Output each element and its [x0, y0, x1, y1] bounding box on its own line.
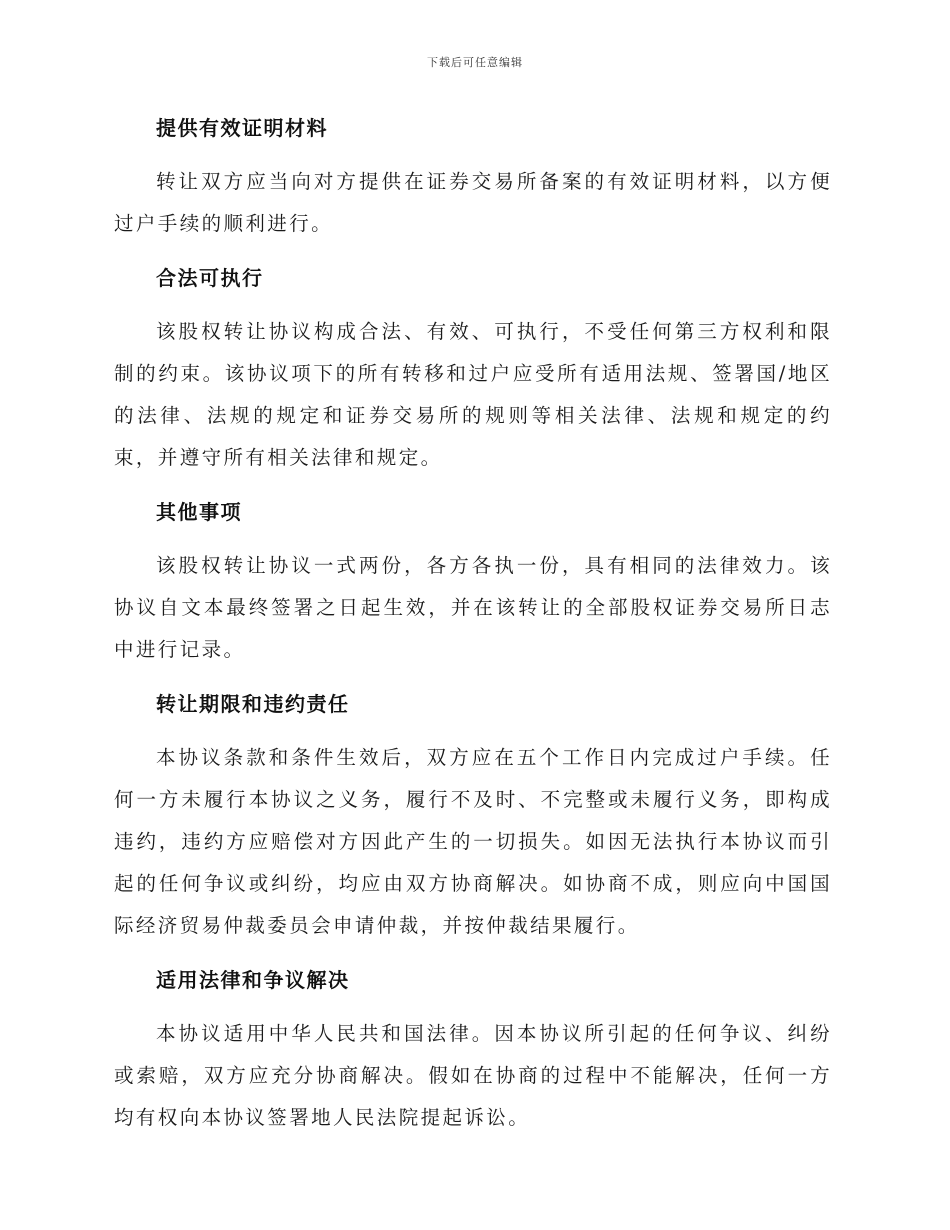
section-paragraph: 本协议适用中华人民共和国法律。因本协议所引起的任何争议、纠纷或索赔，双方应充分协商解决。假如在协商的过程中不能解决，任何一方均有权向本协议签署地人民法院提起诉讼。	[114, 1022, 832, 1129]
section-paragraph: 本协议条款和条件生效后，双方应在五个工作日内完成过户手续。任何一方未履行本协议之义务，履行不及时、不完整或未履行义务，即构成违约，违约方应赔偿对方因此产生的一切损失。如因无法执行本协议而引起的任何争议或纠纷，均应由双方协商解决。如协商不成，则应向中国国际经济贸易仲裁委员会申请仲裁，并按仲裁结果履行。	[114, 746, 832, 937]
section-term-and-liability	[114, 684, 832, 947]
section-paragraph: 该股权转让协议一式两份，各方各执一份，具有相同的法律效力。该协议自文本最终签署之日起生效，并在该转让的全部股权证券交易所日志中进行记录。	[114, 554, 832, 661]
section-heading: 提供有效证明材料	[156, 116, 328, 140]
section-heading: 其他事项	[156, 500, 242, 524]
section-heading: 适用法律和争议解决	[156, 968, 350, 992]
section-paragraph: 转让双方应当向对方提供在证券交易所备案的有效证明材料，以方便过户手续的顺利进行。	[114, 170, 832, 235]
section-provide-valid-proof	[114, 108, 832, 245]
section-governing-law	[114, 960, 832, 1139]
page-header: 下载后可任意编辑	[427, 56, 523, 69]
section-heading: 合法可执行	[156, 266, 264, 290]
section-paragraph: 该股权转让协议构成合法、有效、可执行，不受任何第三方权利和限制的约束。该协议项下的所有转移和过户应受所有适用法规、签署国/地区的法律、法规的规定和证券交易所的规则等相关法律、法规和规定的约束，并遵守所有相关法律和规定。	[114, 320, 832, 469]
section-other-matters	[114, 492, 832, 671]
section-heading: 转让期限和违约责任	[156, 692, 350, 716]
section-legally-enforceable	[114, 258, 832, 479]
document-body	[114, 108, 832, 1152]
